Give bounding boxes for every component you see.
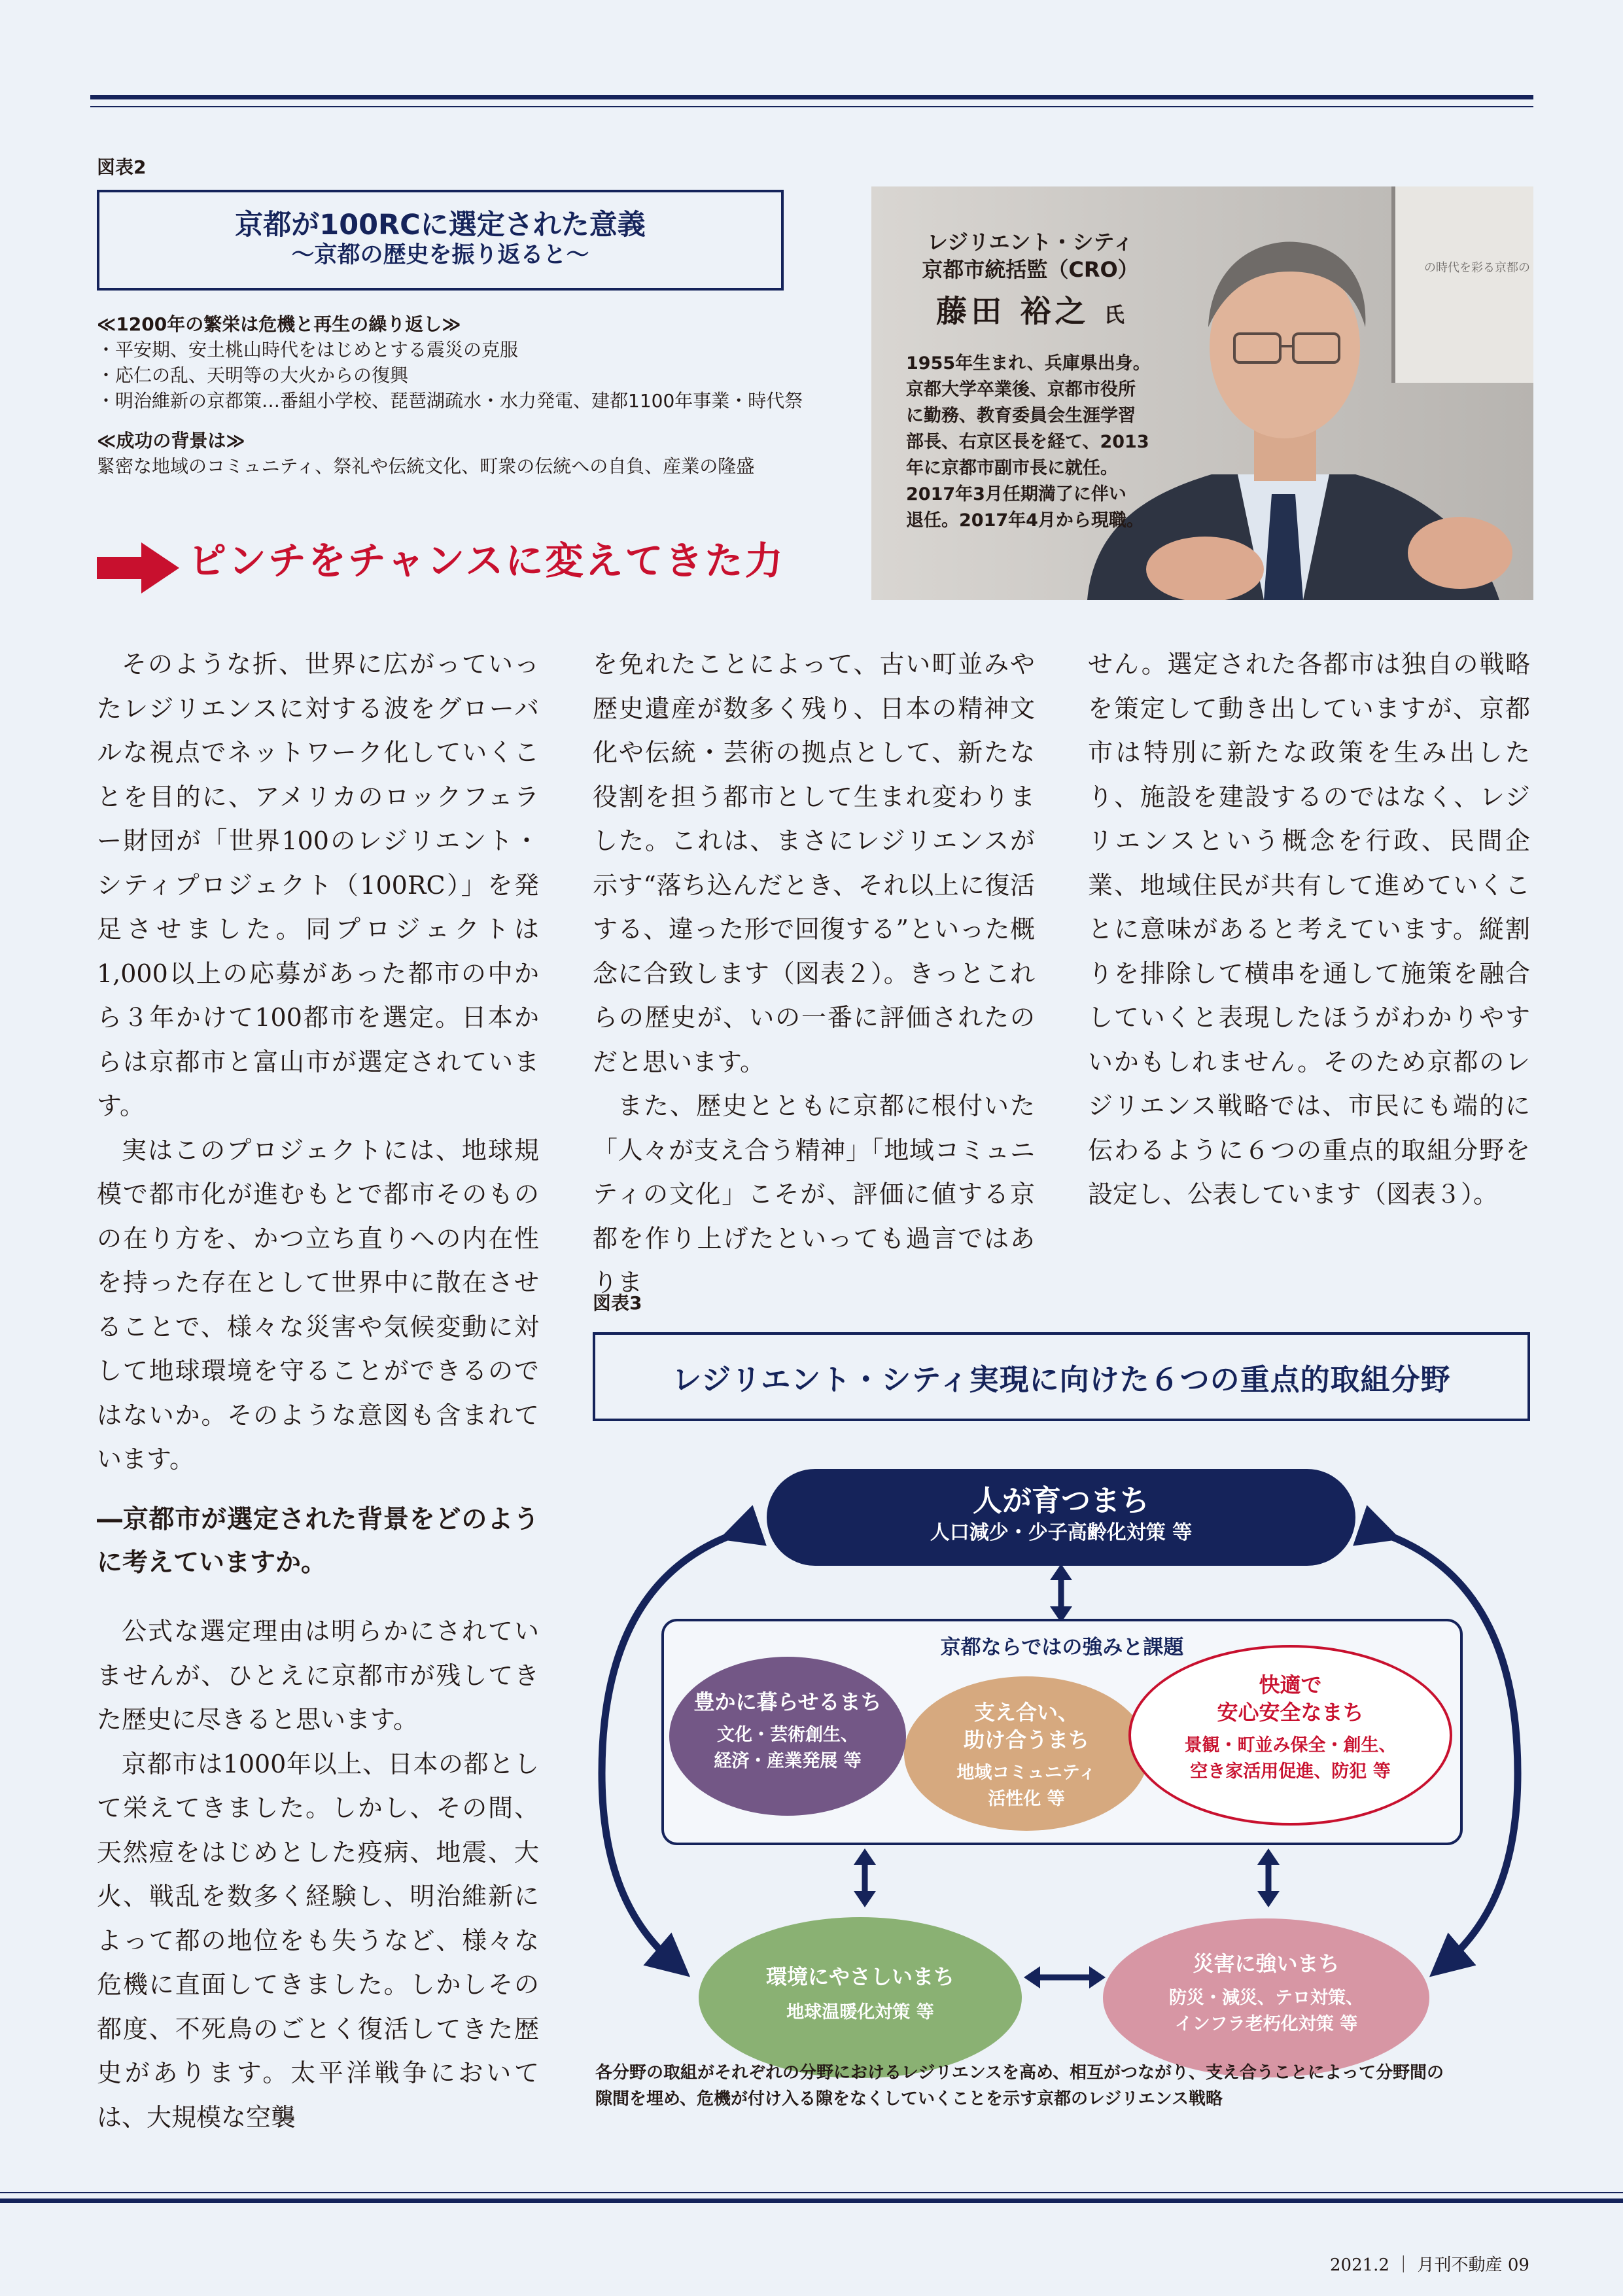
body-paragraph: 京都市は1000年以上、日本の都として栄えてきました。しかし、その間、天然痘をはじめとした疫病、地震、大火、戦乱を数多く経験し、明治維新によって都の地位をも失うなど、様々な危機に直面してきました。しかしその都度、不死鳥のごとく復活してきた歴史があります。太平洋戦争においては、大規模な空襲 xyxy=(97,1749,539,2132)
node-subtitle: 経済・産業発展 等 xyxy=(714,1751,862,1771)
node-title: 人が育つまち xyxy=(972,1483,1149,1518)
figure2-title: 京都が100RCに選定された意義 xyxy=(235,209,646,241)
figure3-label: 図表3 xyxy=(593,1292,642,1314)
bio-line: 京都大学卒業後、京都市役所 xyxy=(906,380,1136,400)
profile-role-line2: 京都市統括監（CRO） xyxy=(922,257,1139,282)
figure2-section2-text: 緊密な地域のコミュニティ、祭礼や伝統文化、町衆の伝統への自負、産業の隆盛 xyxy=(97,455,755,477)
body-column-3 xyxy=(1088,643,1530,1217)
bio-line: 退任。2017年4月から現職。 xyxy=(906,510,1144,531)
footer-issue: 2021.2 xyxy=(1330,2255,1389,2275)
bottom-rule-thick xyxy=(0,2199,1623,2203)
node-title: 支え合い、 xyxy=(973,1700,1079,1725)
footer-magazine: 月刊不動産 xyxy=(1417,2255,1503,2275)
kyoto-strengths-title: 京都ならではの強みと課題 xyxy=(940,1636,1184,1659)
profile-text xyxy=(906,228,1155,534)
footer-page-number: 09 xyxy=(1507,2255,1529,2275)
caption-line: 隙間を埋め、危機が付け入る隙をなくしていくことを示す京都のレジリエンス戦略 xyxy=(595,2089,1223,2109)
profile-honorific: 氏 xyxy=(1104,304,1125,327)
profile-bio xyxy=(906,351,1155,534)
node-subtitle: 空き家活用促進、防犯 等 xyxy=(1190,1761,1391,1782)
body-paragraph: そのような折、世界に広がっていったレジリエンスに対する波をグローバルな視点でネットワーク化していくことを目的に、アメリカのロックフェラー財団が「世界100のレジリエント・シティプロジェクト（100RC）」を発足させました。同プロジェクトは1,000以上の応募があった都市の中から３年かけて100都市を選定。日本からは京都市と富山市が選定されています。 xyxy=(97,650,539,1120)
node-subtitle: 活性化 等 xyxy=(988,1789,1065,1809)
bio-line: 2017年3月任期満了に伴い xyxy=(906,484,1126,504)
node-title: 豊かに暮らせるまち xyxy=(693,1689,882,1714)
node-title: 環境にやさしいまち xyxy=(765,1964,954,1989)
figure2-section2-heading: ≪成功の背景は≫ xyxy=(97,430,245,451)
safe-secure-city-node xyxy=(1128,1645,1452,1826)
node-subtitle: 人口減少・少子高齢化対策 等 xyxy=(930,1521,1193,1544)
figure2-item: ・応仁の乱、天明等の大火からの復興 xyxy=(97,364,409,386)
node-subtitle: 防災・減災、テロ対策、 xyxy=(1169,1988,1363,2008)
figure2-highlight: ピンチをチャンスに変えてきた力 xyxy=(188,539,785,583)
profile-name: 藤田 裕之 xyxy=(936,294,1090,330)
figure3-title: レジリエント・シティ実現に向けた６つの重点的取組分野 xyxy=(672,1362,1451,1397)
prosperous-living-city-node xyxy=(669,1657,906,1816)
node-title: 安心安全なまち xyxy=(1217,1700,1364,1725)
left-double-arrow-icon xyxy=(854,1848,876,1907)
bio-line: 部長、右京区長を経て、2013 xyxy=(906,432,1149,452)
people-grow-city-node xyxy=(767,1469,1355,1566)
figure2-title-box xyxy=(97,190,784,291)
body-column-1 xyxy=(97,643,539,1482)
figure3-title-box xyxy=(593,1332,1530,1421)
interview-question: ―京都市が選定された背景をどのように考えていますか。 xyxy=(97,1505,539,1578)
body-paragraph: 実はこのプロジェクトには、地球規模で都市化が進むもとで都市そのものの在り方を、かつ立ち直りへの内在性を持った存在として世界中に散在させることで、様々な災害や気候変動に対して地球環境を守ることができるのではないか。そのような意図も含まれています。 xyxy=(97,1135,539,1474)
figure2-content xyxy=(97,311,862,479)
body-paragraph: を免れたことによって、古い町並みや歴史遺産が数多く残り、日本の精神文化や伝統・芸術の拠点として、新たな役割を担う都市として生まれ変わりました。これは、まさにレジリエンスが示す“落ち込んだとき、それ以上に復活する、違った形で回復する”といった概念に合致します（図表２）。きっとこれらの歴史が、いの一番に評価されたのだと思います。 xyxy=(593,650,1035,1076)
eco-friendly-city-node xyxy=(699,1917,1022,2078)
horizontal-double-arrow-icon xyxy=(1024,1966,1106,1988)
disaster-resilient-city-node xyxy=(1103,1918,1429,2077)
node-subtitle: 地球温暖化対策 等 xyxy=(786,2002,934,2022)
page-footer xyxy=(1330,2252,1529,2276)
top-rule-thick xyxy=(90,95,1533,99)
node-title: 快適で xyxy=(1259,1672,1322,1697)
body-paragraph: 公式な選定理由は明らかにされていませんが、ひとえに京都市が残してきた歴史に尽きると思います。 xyxy=(97,1617,539,1734)
figure2-item: ・明治維新の京都策…番組小学校、琵琶湖疏水・水力発電、建都1100年事業・時代祭 xyxy=(97,390,803,412)
body-paragraph: また、歴史とともに京都に根付いた「人々が支え合う精神」「地域コミュニティの文化」こそが、評価に値する京都を作り上げたといっても過言ではありま xyxy=(593,1091,1035,1297)
body-column-2 xyxy=(593,643,1035,1305)
caption-line: 各分野の取組がそれぞれの分野におけるレジリエンスを高め、相互がつながり、支え合うことによって分野間の xyxy=(595,2063,1444,2083)
figure3-caption xyxy=(595,2060,1537,2112)
bio-line: 1955年生まれ、兵庫県出身。 xyxy=(906,353,1151,374)
node-title: 災害に強いまち xyxy=(1193,1951,1340,1976)
node-subtitle: 文化・芸術創生、 xyxy=(717,1725,858,1745)
body-paragraph: せん。選定された各都市は独自の戦略を策定して動き出していますが、京都市は特別に新たな政策を生み出したり、施設を建設するのではなく、レジリエンスという概念を行政、民間企業、地域住民が共有して進めていくことに意味があると考えています。縦割りを排除して横串を通して施策を融合していくと表現したほうがわかりやすいかもしれません。そのため京都のレジリエンス戦略では、市民にも端的に伝わるように６つの重点的取組分野を設定し、公表しています（図表３）。 xyxy=(1088,650,1530,1209)
profile-role-line1: レジリエント・シティ xyxy=(926,230,1134,255)
top-double-arrow-icon xyxy=(1050,1564,1072,1623)
poster-text: の時代を彩る京都の xyxy=(1424,261,1530,275)
figure2-label: 図表2 xyxy=(97,156,147,178)
profile-name-line xyxy=(906,287,1155,331)
footer-separator: ｜ xyxy=(1395,2255,1412,2275)
bio-line: に勤務、教育委員会生涯学習 xyxy=(906,406,1136,426)
node-subtitle: インフラ老朽化対策 等 xyxy=(1174,2014,1358,2034)
red-arrow-icon xyxy=(97,542,179,593)
right-double-arrow-icon xyxy=(1257,1848,1280,1907)
mutual-support-city-node xyxy=(904,1676,1149,1831)
top-rule-thin xyxy=(90,106,1533,107)
figure2-item: ・平安期、安土桃山時代をはじめとする震災の克服 xyxy=(97,339,519,361)
bio-line: 年に京都市副市長に就任。 xyxy=(906,458,1118,478)
node-title: 助け合うまち xyxy=(963,1727,1089,1752)
bottom-rule-thin xyxy=(0,2192,1623,2193)
node-subtitle: 地域コミュニティ xyxy=(956,1763,1096,1783)
body-column-1-answer xyxy=(97,1610,539,2140)
figure2-section1-heading: ≪1200年の繁栄は危機と再生の繰り返し≫ xyxy=(97,313,461,335)
node-subtitle: 景観・町並み保全・創生、 xyxy=(1184,1735,1397,1756)
figure2-subtitle: ～京都の歴史を振り返ると～ xyxy=(291,242,589,268)
